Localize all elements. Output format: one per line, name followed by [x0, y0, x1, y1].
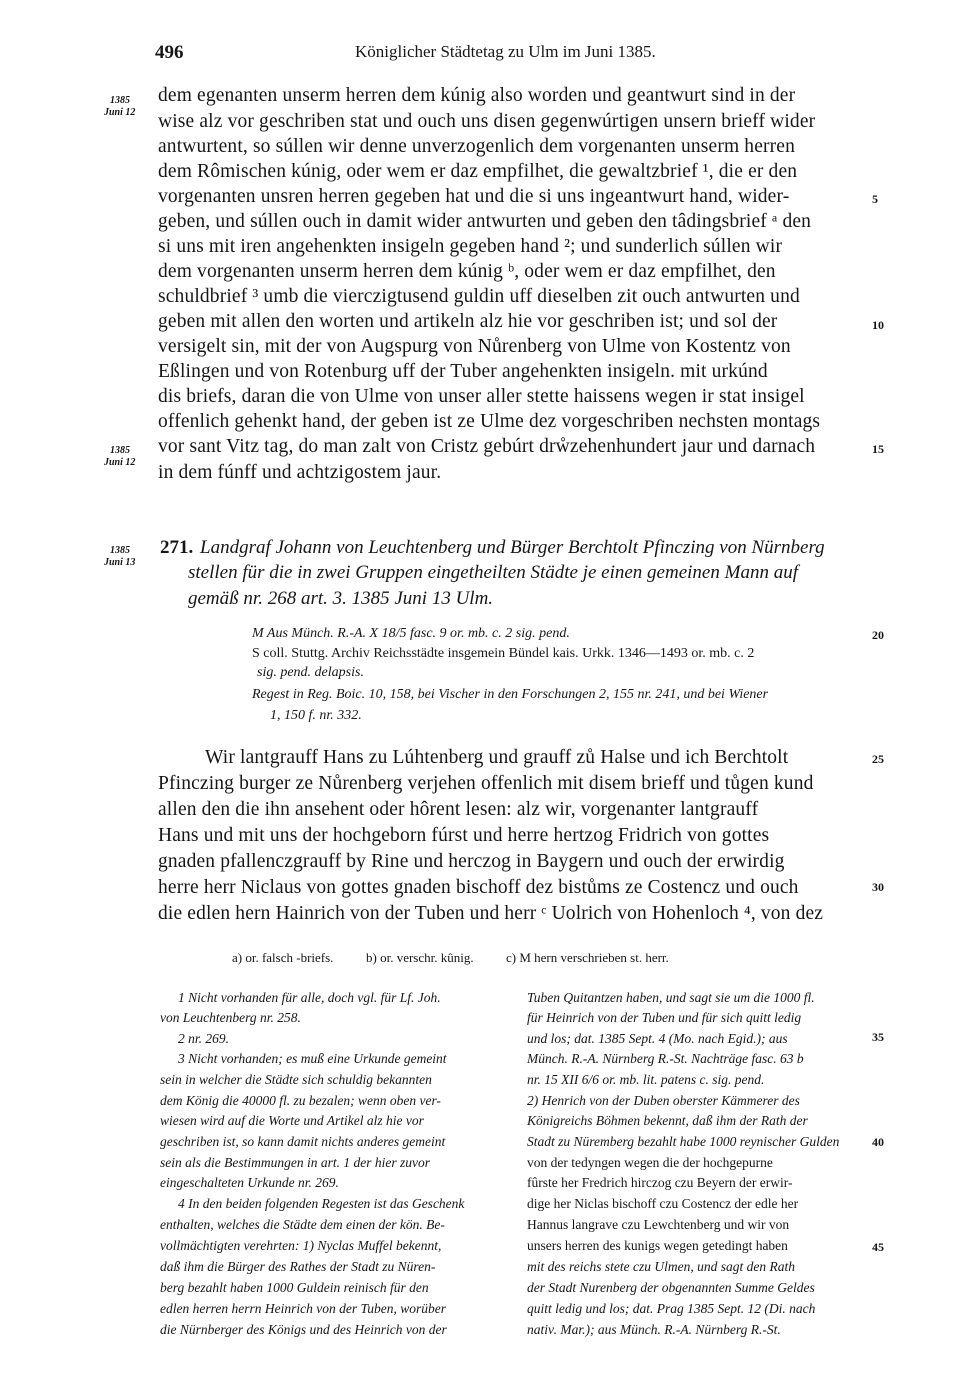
document-line: Hans und mit uns der hochgeborn fúrst und herre hertzog Fridrich von gottes — [158, 825, 770, 846]
text-line: geben, und súllen ouch in damit wider antwurten und geben den tâdingsbrief ᵃ den — [158, 211, 812, 232]
footnote-line: dige her Niclas bischoff czu Costencz der edle her — [527, 1196, 799, 1211]
text-line: dis briefs, daran die von Ulme von unser aller stette haissens wegen ir stat insigel — [158, 386, 805, 407]
text-line: dem Rômischen kúnig, oder wem er daz empfilhet, die gewaltzbrief ¹, die er den — [158, 161, 798, 182]
text-line: dem egenanten unserm herren dem kúnig also worden und geantwurt sind in der — [158, 85, 796, 106]
footnote-line: berg bezahlt haben 1000 Guldein reinisch für den — [160, 1280, 429, 1295]
margin-date-year: 1385 — [110, 545, 130, 556]
text-line: versigelt sin, mit der von Augspurg von Nůrenberg von Ulme von Kostentz von — [158, 336, 791, 357]
source-line: Regest in Reg. Boic. 10, 158, bei Vischer in den Forschungen 2, 155 nr. 241, und bei Wiener — [252, 687, 769, 702]
footnote-line: 3 Nicht vorhanden; es muß eine Urkunde gemeint — [178, 1051, 447, 1066]
footnote-line: dem König die 40000 fl. zu bezalen; wenn oben ver- — [160, 1093, 441, 1108]
document-line: Pfinczing burger ze Nůrenberg verjehen offenlich mit disem brieff und tůgen kund — [158, 773, 814, 794]
footnote-line: daß ihm die Bürger des Rathes der Stadt zu Nüren- — [160, 1259, 436, 1274]
margin-date-day: Juni 13 — [104, 557, 136, 568]
footnote-line: fûrste her Fredrich hirczog czu Beyern der erwir- — [527, 1175, 793, 1190]
footnote-line: von der tedyngen wegen die der hochgepurne — [527, 1155, 773, 1170]
document-line: herre herr Niclaus von gottes gnaden bischoff dez bistůms ze Costencz und ouch — [158, 877, 799, 898]
source-line: 1, 150 f. nr. 332. — [270, 708, 362, 723]
entry-title-line: gemäß nr. 268 art. 3. 1385 Juni 13 Ulm. — [188, 588, 494, 609]
line-number: 5 — [872, 192, 878, 206]
text-line: antwurtent, so súllen wir denne unverzogenlich dem vorgenanten unserm herren — [158, 136, 796, 157]
footnote-line: Münch. R.-A. Nürnberg R.-St. Nachträge fasc. 63 b — [527, 1051, 804, 1066]
footnote-line: 2 nr. 269. — [178, 1031, 230, 1046]
footnote-line: Stadt zu Nüremberg bezahlt habe 1000 reynischer Gulden — [527, 1134, 840, 1149]
margin-date-year: 1385 — [110, 445, 130, 456]
footnote-line: für Heinrich von der Tuben und für sich quitt ledig — [527, 1010, 802, 1025]
line-number: 20 — [872, 628, 884, 642]
margin-date-day: Juni 12 — [104, 457, 136, 468]
footnote-line: von Leuchtenberg nr. 258. — [160, 1010, 301, 1025]
footnote-line: Tuben Quitantzen haben, und sagt sie um die 1000 fl. — [527, 990, 815, 1005]
footnote-line: nr. 15 XII 6/6 or. mb. lit. patens c. sig. pend. — [527, 1072, 765, 1087]
footnote-line: sein in welcher die Städte sich schuldig bekannten — [160, 1072, 432, 1087]
variant-note-b: b) or. verschr. kûnig. — [366, 950, 474, 965]
footnote-line: Hannus langrave czu Lewchtenberg und wir von — [527, 1217, 790, 1232]
footnote-line: edlen herren herrn Heinrich von der Tuben, worüber — [160, 1301, 446, 1316]
line-number: 40 — [872, 1135, 884, 1149]
text-line: vorgenanten unsren herren gegeben hat und die si uns ingeantwurt hand, wider- — [158, 186, 790, 207]
document-line: die edlen hern Hainrich von der Tuben und herr ᶜ Uolrich von Hohenloch ⁴, von dez — [158, 903, 824, 924]
page-number: 496 — [155, 42, 184, 63]
text-line: offenlich gehenkt hand, der geben ist ze Ulme dez vorgeschriben nechsten montags — [158, 411, 821, 432]
variant-note-a: a) or. falsch -briefs. — [232, 950, 334, 965]
text-line: Eßlingen und von Rotenburg uff der Tuber angehenkten insigeln. mit urkúnd — [158, 361, 768, 382]
document-line: Wir lantgrauff Hans zu Lúhtenberg und grauff zů Halse und ich Berchtolt — [205, 747, 789, 768]
line-number: 45 — [872, 1240, 884, 1254]
margin-date-year: 1385 — [110, 95, 130, 106]
footnote-line: 2) Henrich von der Duben oberster Kämmerer des — [527, 1093, 800, 1108]
line-number: 10 — [872, 318, 884, 332]
footnote-line: geschriben ist, so kann damit nichts anderes gemeint — [160, 1134, 446, 1149]
footnote-line: und los; dat. 1385 Sept. 4 (Mo. nach Egid.); aus — [527, 1031, 788, 1046]
footnote-line: eingeschalteten Urkunde nr. 269. — [160, 1175, 339, 1190]
document-line: gnaden pfallenczgrauff by Rine und herczog in Baygern und ouch der erwirdig — [158, 851, 785, 872]
variant-note-c: c) M hern verschrieben st. herr. — [506, 950, 669, 965]
margin-date-1 — [104, 95, 136, 119]
footnote-line: wiesen wird auf die Worte und Artikel alz hie vor — [160, 1113, 424, 1128]
entry-number: 271. — [160, 537, 194, 558]
entry-title-line: Landgraf Johann von Leuchtenberg und Bürger Berchtolt Pfinczing von Nürnberg — [200, 537, 825, 558]
source-line: S coll. Stuttg. Archiv Reichsstädte insgemein Bündel kais. Urkk. 1346—1493 or. mb. c. 2 — [252, 646, 755, 661]
source-line: sig. pend. delapsis. — [257, 665, 364, 680]
footnote-line: 4 In den beiden folgenden Regesten ist das Geschenk — [178, 1196, 465, 1211]
footnote-line: sein als die Bestimmungen in art. 1 der hier zuvor — [160, 1155, 430, 1170]
text-line: vor sant Vitz tag, do man zalt von Cristz gebúrt drẘzehenhundert jaur und darnach — [158, 436, 816, 457]
text-line: schuldbrief ³ umb die vierczigtusend guldin uff dieselben zit ouch antwurten und — [158, 286, 800, 307]
margin-date-2 — [104, 445, 136, 469]
footnote-line: 1 Nicht vorhanden für alle, doch vgl. für Lf. Joh. — [178, 990, 441, 1005]
line-number: 30 — [872, 880, 884, 894]
margin-date-day: Juni 12 — [104, 107, 136, 118]
footnote-line: die Nürnberger des Königs und des Heinrich von der — [160, 1322, 447, 1337]
running-title: Königlicher Städtetag zu Ulm im Juni 1385. — [355, 42, 656, 61]
footnote-line: enthalten, welches die Städte dem einen der kön. Be- — [160, 1217, 445, 1232]
document-line: allen den die ihn ansehent oder hôrent lesen: alz wir, vorgenanter lantgrauff — [158, 799, 759, 820]
text-line: in dem fúnff und achtzigostem jaur. — [158, 462, 442, 483]
margin-date-3 — [104, 545, 136, 569]
footnote-line: unsers herren des kunigs wegen getedingt haben — [527, 1238, 788, 1253]
text-line: wise alz vor geschriben stat und ouch uns disen gegenwúrtigen unsern brieff wider — [158, 111, 816, 132]
footnote-line: quitt ledig und los; dat. Prag 1385 Sept. 12 (Di. nach — [527, 1301, 816, 1316]
line-number: 25 — [872, 752, 884, 766]
entry-title-line: stellen für die in zwei Gruppen eingetheilten Städte je einen gemeinen Mann auf — [188, 562, 798, 583]
line-number: 35 — [872, 1030, 884, 1044]
line-number: 15 — [872, 442, 884, 456]
text-line: dem vorgenanten unserm herren dem kúnig ᵇ, oder wem er daz empfilhet, den — [158, 261, 776, 282]
source-line: M Aus Münch. R.-A. X 18/5 fasc. 9 or. mb. c. 2 sig. pend. — [252, 626, 570, 641]
footnote-line: natiᴠ. Mar.); aus Münch. R.-A. Nürnberg R.-St. — [527, 1322, 781, 1337]
footnote-line: der Stadt Nurenberg der obgenannten Summe Geldes — [527, 1280, 815, 1295]
footnote-line: Königreichs Böhmen bekennt, daß ihm der Rath der — [527, 1113, 808, 1128]
text-line: si uns mit iren angehenkten insigeln gegeben hand ²; und sunderlich súllen wir — [158, 236, 783, 257]
text-line: geben mit allen den worten und artikeln alz hie vor geschriben ist; und sol der — [158, 311, 778, 332]
footnote-line: vollmächtigten verehrten: 1) Nyclas Muffel bekennt, — [160, 1238, 442, 1253]
footnote-line: mit des reichs stete czu Ulmen, und sagt den Rath — [527, 1259, 795, 1274]
